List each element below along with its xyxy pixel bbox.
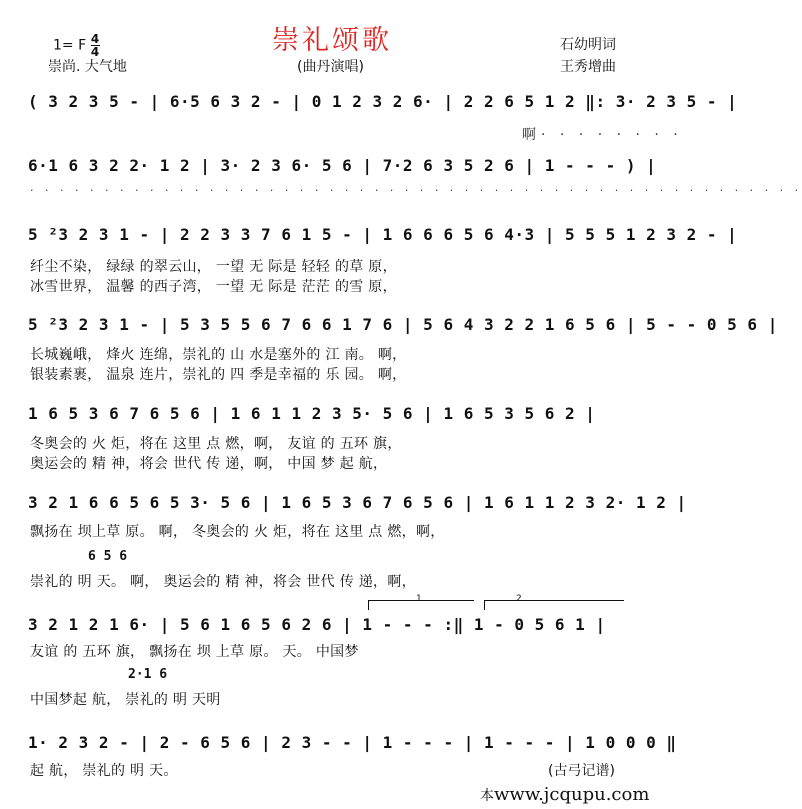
composer: 王秀增曲 bbox=[560, 59, 616, 75]
lyric-line-2: · · · · · · · · · · · · · · · · · · · · · · · · · · · · · · · · · · · · · · · · · · · · · · · · · · · · bbox=[30, 184, 802, 197]
lyricist: 石幼明词 bbox=[560, 37, 616, 53]
notation-line-5: 1 6 5 3 6 7 6 5 6 | 1 6 1 1 2 3 5· 5 6 | 1 6 5 3 5 6 2 | bbox=[28, 404, 596, 423]
notation-alt-1: 6 5 6 bbox=[88, 549, 128, 564]
notation-line-6: 3 2 1 6 6 5 6 5 3· 5 6 | 1 6 5 3 6 7 6 5 6 | 1 6 1 1 2 3 2· 1 2 | bbox=[28, 493, 687, 512]
key-signature bbox=[53, 33, 100, 58]
notation-line-8: 3 2 1 2 1 6· | 5 6 1 6 5 6 2 6 | 1 - - - :‖ 1 - 0 5 6 1 | bbox=[28, 615, 606, 634]
volta-2: 2 bbox=[516, 594, 522, 604]
key-label: 1= F bbox=[53, 37, 87, 54]
tempo-marking: 崇尚. 大气地 bbox=[48, 59, 127, 75]
lyric-line-1: 啊· · · · · · · · bbox=[522, 127, 683, 143]
lyric-line-5a: 冬奥会的 火 炬，将在 这里 点 燃，啊， 友谊 的 五环 旗， bbox=[30, 436, 402, 452]
lyric-line-6: 飘扬在 坝上草 原。 啊， 冬奥会的 火 炬，将在 这里 点 燃，啊， bbox=[30, 524, 445, 540]
performer: (曲丹演唱) bbox=[297, 59, 364, 75]
notation-alt-2: 2·1 6 bbox=[128, 667, 168, 682]
lyric-line-3a: 纤尘不染， 绿绿 的翠云山， 一望 无 际是 轻轻 的草 原， bbox=[30, 259, 397, 275]
time-signature bbox=[91, 33, 100, 58]
recorder-credit: (古弓记谱) bbox=[548, 763, 615, 779]
notation-line-1: ( 3 2 3 5 - | 6·5 6 3 2 - | 0 1 2 3 2 6· | 2 2 6 5 1 2 ‖: 3· 2 3 5 - | bbox=[28, 92, 738, 111]
time-top: 4 bbox=[90, 32, 100, 46]
notation-line-2: 6·1 6 3 2 2· 1 2 | 3· 2 3 6· 5 6 | 7·2 6 3 5 2 6 | 1 - - - ) | bbox=[28, 156, 657, 175]
lyric-line-5b: 奥运会的 精 神，将会 世代 传 递，啊， 中国 梦 起 航， bbox=[30, 456, 388, 472]
lyric-line-4a: 长城巍峨， 烽火 连绵，崇礼的 山 水是塞外的 江 南。 啊， bbox=[30, 347, 407, 363]
site-prefix: 本 bbox=[480, 788, 494, 804]
page-title: 崇礼颂歌 bbox=[272, 25, 392, 56]
notation-line-4: 5 ²3 2 3 1 - | 5 3 5 5 6 7 6 6 1 7 6 | 5 6 4 3 2 2 1 6 5 6 | 5 - - 0 5 6 | bbox=[28, 315, 778, 334]
lyric-line-9: 中国梦起 航， 崇礼的 明 天明 bbox=[30, 692, 221, 708]
site-url: www.jcqupu.com bbox=[494, 784, 650, 805]
notation-line-10: 1· 2 3 2 - | 2 - 6 5 6 | 2 3 - - | 1 - - - | 1 - - - | 1 0 0 0 ‖ bbox=[28, 733, 677, 752]
lyric-line-7: 崇礼的 明 天。 啊， 奥运会的 精 神，将会 世代 传 递，啊， bbox=[30, 574, 416, 590]
notation-line-3: 5 ²3 2 3 1 - | 2 2 3 3 7 6 1 5 - | 1 6 6 6 5 6 4·3 | 5 5 5 1 2 3 2 - | bbox=[28, 225, 738, 244]
site-watermark bbox=[480, 784, 649, 805]
volta-1: 1 bbox=[416, 594, 422, 604]
lyric-line-3b: 冰雪世界， 温馨 的西子湾， 一望 无 际是 茫茫 的雪 原， bbox=[30, 279, 397, 295]
lyric-line-10: 起 航， 崇礼的 明 天。 bbox=[30, 763, 178, 779]
lyric-line-4b: 银装素裹， 温泉 连片，崇礼的 四 季是幸福的 乐 园。 啊， bbox=[30, 367, 407, 383]
lyric-line-8: 友谊 的 五环 旗， 飘扬在 坝 上草 原。 天。 中国梦 bbox=[30, 644, 359, 660]
time-bottom: 4 bbox=[90, 45, 100, 59]
